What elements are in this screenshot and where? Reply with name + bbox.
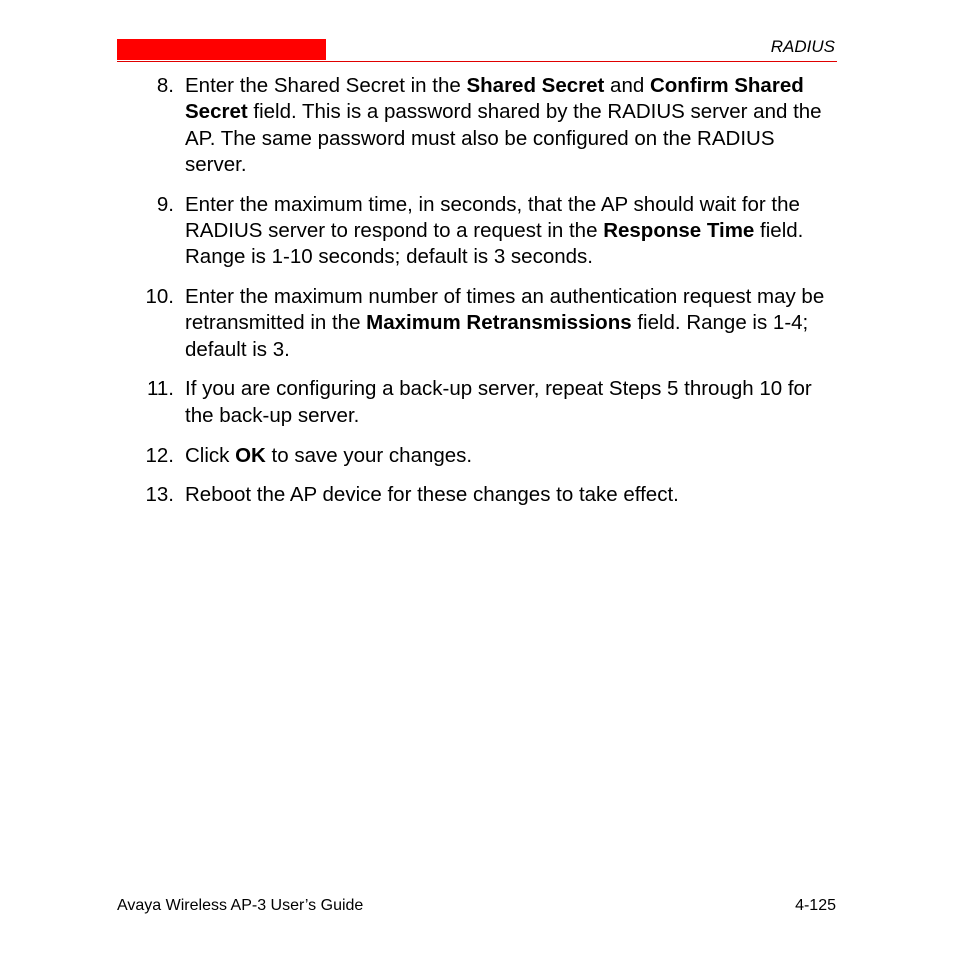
section-title: RADIUS (770, 37, 835, 56)
footer-page-number: 4-125 (795, 897, 836, 914)
header-rule (117, 61, 837, 62)
step-item (140, 73, 840, 178)
step-text: Click OK to save your changes. (185, 443, 473, 467)
step-number: 9. (156, 192, 174, 216)
step-item (140, 284, 840, 363)
step-text: Reboot the AP device for these changes to take effect. (185, 483, 679, 507)
step-text: Enter the maximum number of times an authentication request may be retransmitted in the Maximum Retransmissions field. Range is 1-4; default is 3. (185, 285, 825, 361)
step-text: Enter the maximum time, in seconds, that the AP should wait for the RADIUS server to respond to a request in the Response Time field. Range is 1-10 seconds; default is 3 seconds. (185, 192, 804, 269)
footer-document-title: Avaya Wireless AP-3 User’s Guide (117, 897, 364, 914)
step-number: 10. (145, 285, 174, 309)
step-item (140, 376, 840, 429)
step-number: 13. (145, 483, 174, 507)
step-text: Enter the Shared Secret in the Shared Secret and Confirm Shared Secret field. This is a password shared by the RADIUS server and the AP. The same password must also be configured on the RADIUS server. (185, 74, 822, 176)
header-accent-bar (117, 39, 326, 60)
step-number: 12. (145, 443, 174, 467)
step-number: 8. (156, 74, 174, 97)
procedure-steps (140, 73, 840, 522)
step-number: 11. (147, 377, 174, 401)
step-item (140, 443, 840, 469)
step-text: If you are configuring a back-up server, repeat Steps 5 through 10 for the back-up server. (185, 377, 812, 427)
step-item (140, 482, 840, 508)
step-item (140, 192, 840, 271)
